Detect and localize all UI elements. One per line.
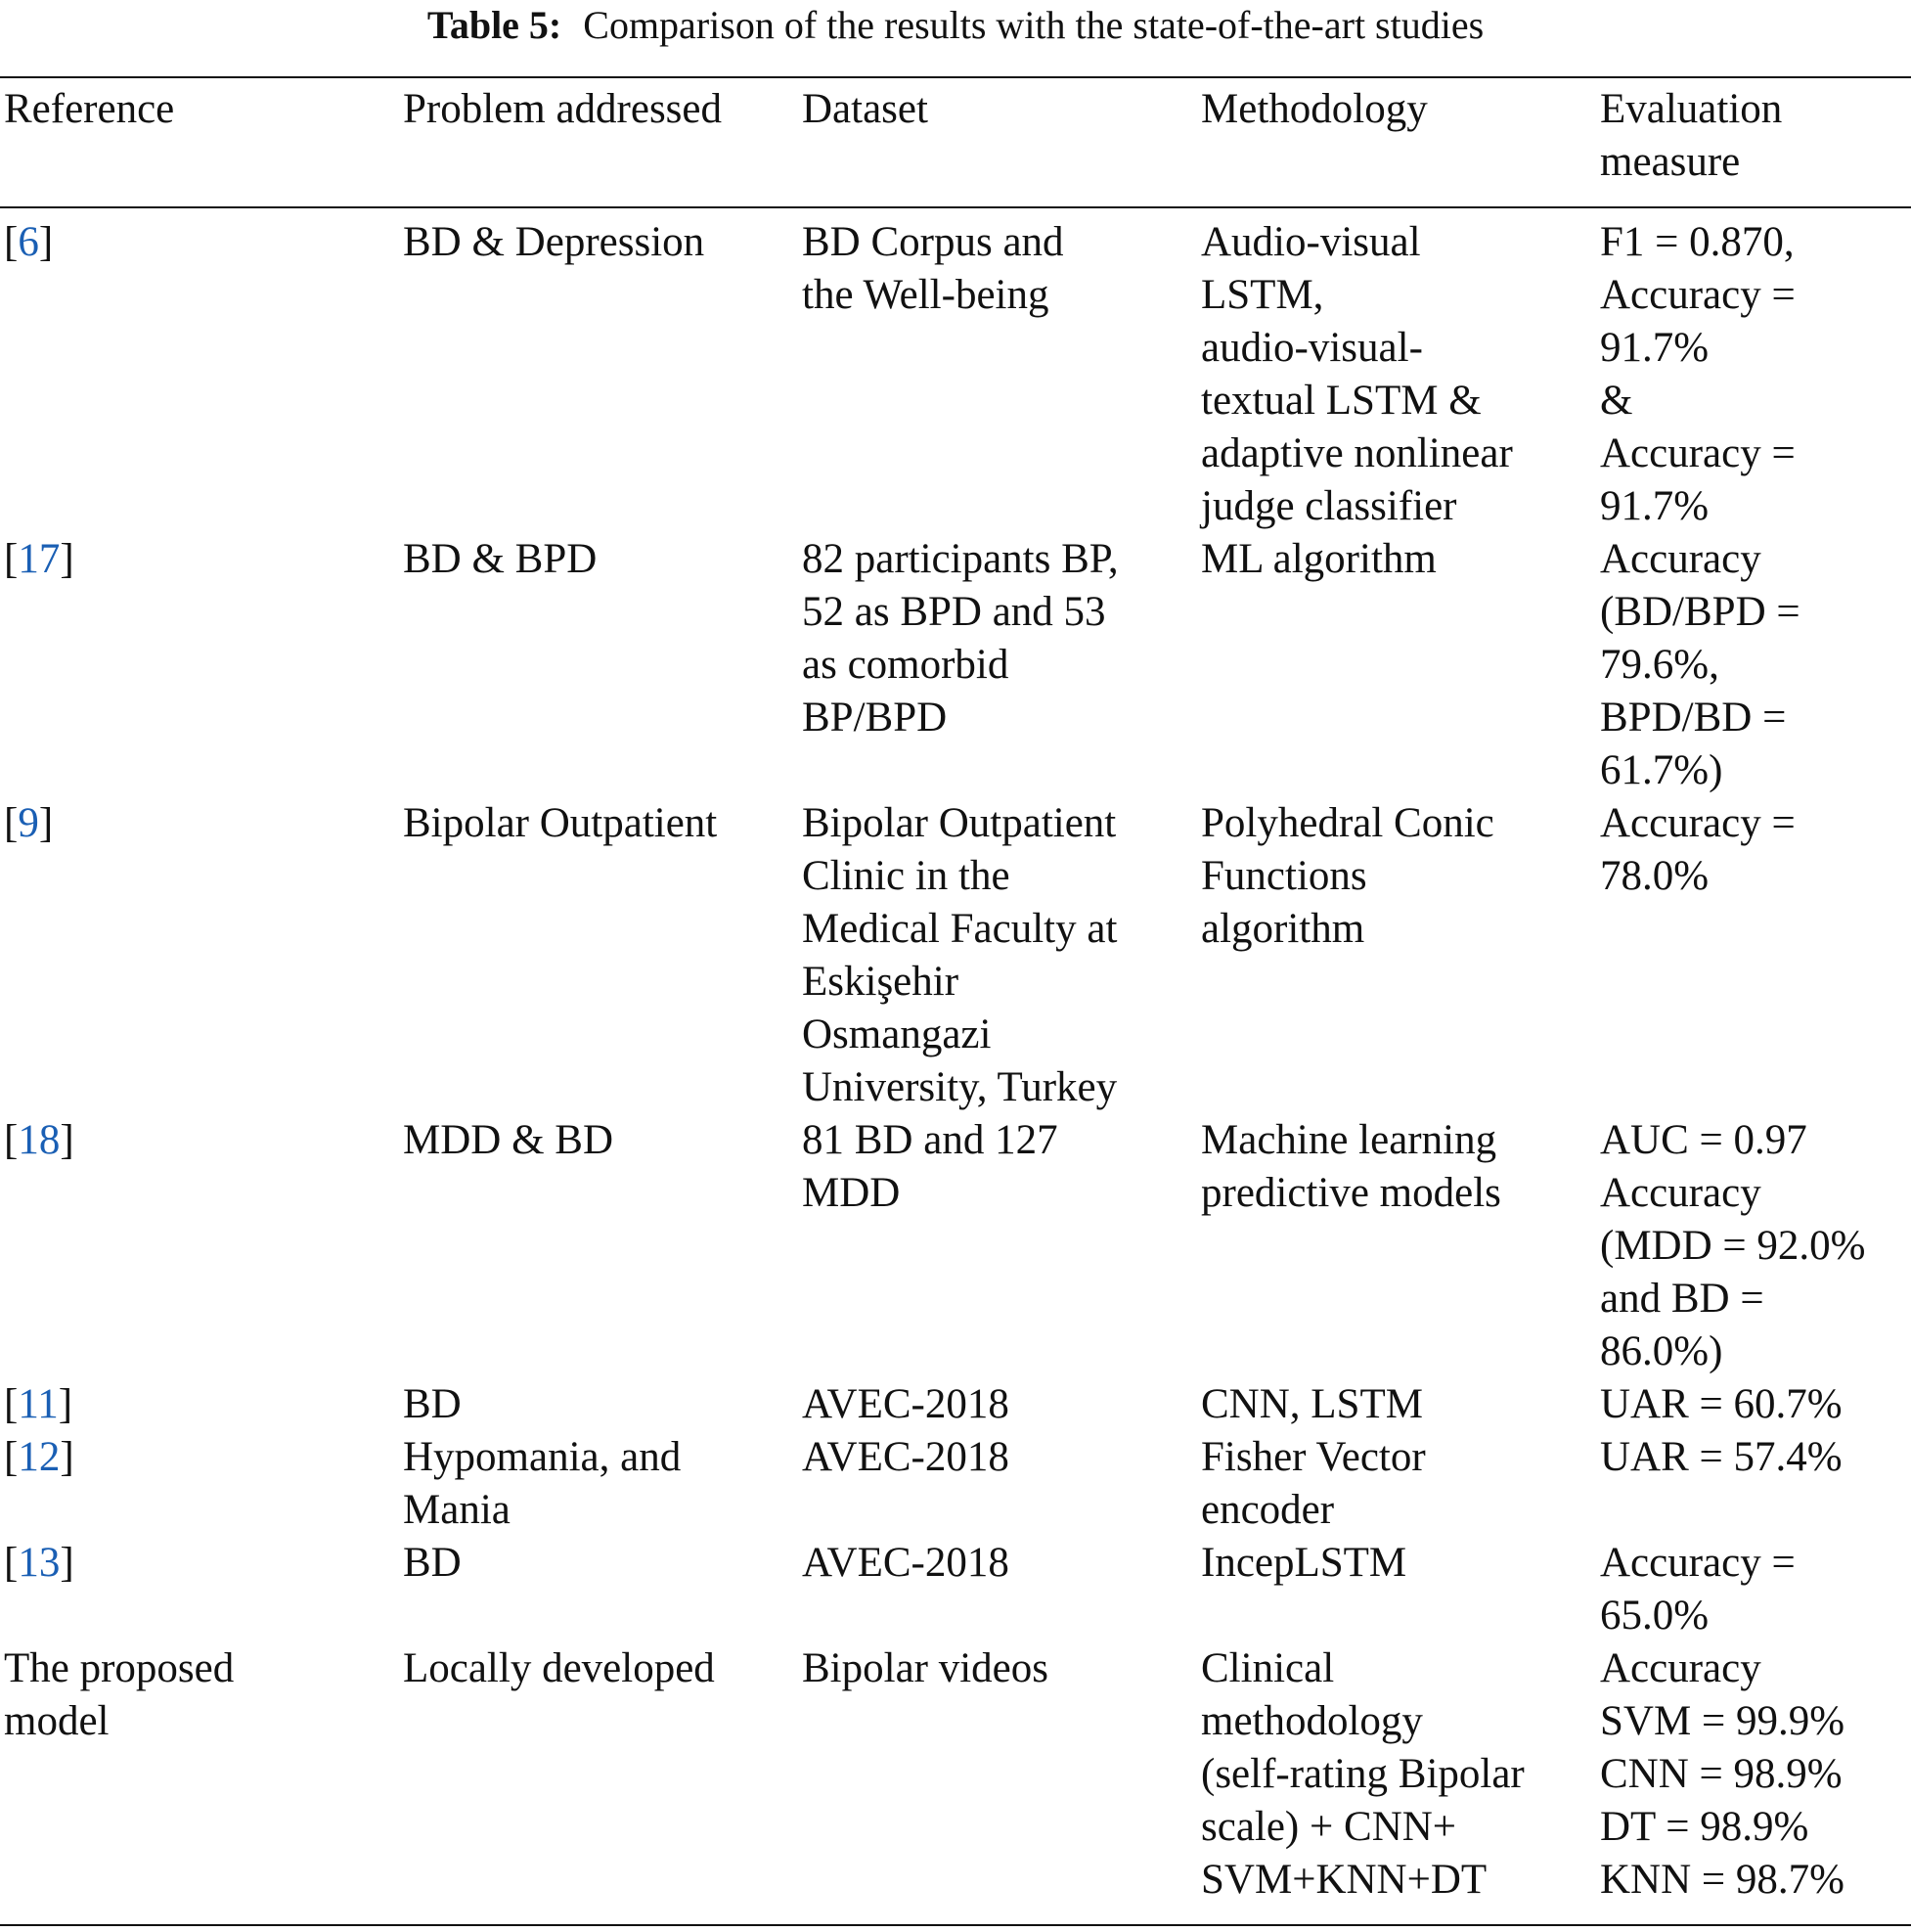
evaluation-cell: AUC = 0.97 Accuracy (MDD = 92.0% and BD = 86.0%) — [1600, 1117, 1866, 1374]
reference-cell: [12] — [4, 1434, 74, 1480]
reference-cell: [13] — [4, 1540, 74, 1586]
dataset-cell: AVEC-2018 — [802, 1381, 1009, 1427]
problem-cell: BD — [403, 1381, 462, 1427]
reference-cell: [6] — [4, 219, 54, 265]
problem-cell: Locally developed — [403, 1645, 715, 1691]
top-rule — [0, 76, 1911, 78]
methodology-cell: Machine learning predictive models — [1201, 1117, 1501, 1216]
dataset-cell: 82 participants BP, 52 as BPD and 53 as comorbid BP/BPD — [802, 536, 1119, 741]
dataset-cell: AVEC-2018 — [802, 1540, 1009, 1586]
table-row — [0, 1537, 1911, 1642]
header-methodology: Methodology — [1201, 86, 1428, 132]
citation-link[interactable]: 18 — [18, 1117, 61, 1163]
header-evaluation-measure: Evaluation measure — [1600, 86, 1783, 185]
table-row — [0, 533, 1911, 797]
table-row — [0, 1642, 1911, 1907]
dataset-cell: 81 BD and 127 MDD — [802, 1117, 1058, 1216]
problem-cell: BD & Depression — [403, 219, 705, 265]
methodology-cell: Clinical methodology (self-rating Bipolar scale) + CNN+ SVM+KNN+DT — [1201, 1645, 1525, 1903]
problem-cell: MDD & BD — [403, 1117, 614, 1163]
methodology-cell: Polyhedral Conic Functions algorithm — [1201, 800, 1494, 952]
evaluation-cell: UAR = 60.7% — [1600, 1381, 1843, 1427]
evaluation-cell: Accuracy = 78.0% — [1600, 800, 1796, 899]
dataset-cell: BD Corpus and the Well-being — [802, 219, 1064, 318]
reference-cell: [11] — [4, 1381, 73, 1427]
evaluation-cell: Accuracy (BD/BPD = 79.6%, BPD/BD = 61.7%) — [1600, 536, 1800, 793]
dataset-cell: Bipolar videos — [802, 1645, 1048, 1691]
methodology-cell: Audio-visual LSTM, audio-visual- textual LSTM & adaptive nonlinear judge classifier — [1201, 219, 1513, 529]
citation-link[interactable]: 17 — [18, 536, 61, 582]
reference-cell: [9] — [4, 800, 54, 846]
header-dataset: Dataset — [802, 86, 928, 132]
table-row — [0, 797, 1911, 1114]
methodology-cell: Fisher Vector encoder — [1201, 1434, 1426, 1533]
table-caption-text: Comparison of the results with the state-of-the-art studies — [583, 3, 1485, 47]
reference-cell: The proposed model — [4, 1645, 235, 1744]
table-row — [0, 1114, 1911, 1378]
comparison-table — [0, 83, 1911, 1907]
citation-link[interactable]: 13 — [18, 1540, 61, 1586]
table-row — [0, 1431, 1911, 1537]
evaluation-cell: Accuracy = 65.0% — [1600, 1540, 1796, 1639]
table-header-row — [0, 83, 1911, 202]
table-caption — [0, 0, 1911, 51]
methodology-cell: CNN, LSTM — [1201, 1381, 1423, 1427]
table-row — [0, 202, 1911, 533]
dataset-cell: AVEC-2018 — [802, 1434, 1009, 1480]
bottom-rule — [0, 1924, 1911, 1926]
citation-link[interactable]: 12 — [18, 1434, 61, 1480]
methodology-cell: ML algorithm — [1201, 536, 1437, 582]
reference-cell: [17] — [4, 536, 74, 582]
problem-cell: Hypomania, and Mania — [403, 1434, 682, 1533]
evaluation-cell: F1 = 0.870, Accuracy = 91.7% & Accuracy = 91.7% — [1600, 219, 1796, 529]
table-caption-label: Table 5: — [426, 3, 562, 47]
problem-cell: BD — [403, 1540, 462, 1586]
evaluation-cell: Accuracy SVM = 99.9% CNN = 98.9% DT = 98.9% KNN = 98.7% — [1600, 1645, 1845, 1903]
methodology-cell: IncepLSTM — [1201, 1540, 1407, 1586]
citation-link[interactable]: 9 — [18, 800, 39, 846]
table-row — [0, 1378, 1911, 1431]
header-reference: Reference — [4, 86, 175, 132]
problem-cell: Bipolar Outpatient — [403, 800, 718, 846]
dataset-cell: Bipolar Outpatient Clinic in the Medical Faculty at Eskişehir Osmangazi University, Turkey — [802, 800, 1118, 1110]
problem-cell: BD & BPD — [403, 536, 598, 582]
citation-link[interactable]: 6 — [18, 219, 39, 265]
header-problem-addressed: Problem addressed — [403, 86, 723, 132]
evaluation-cell: UAR = 57.4% — [1600, 1434, 1843, 1480]
reference-cell: [18] — [4, 1117, 74, 1163]
citation-link[interactable]: 11 — [18, 1381, 59, 1427]
